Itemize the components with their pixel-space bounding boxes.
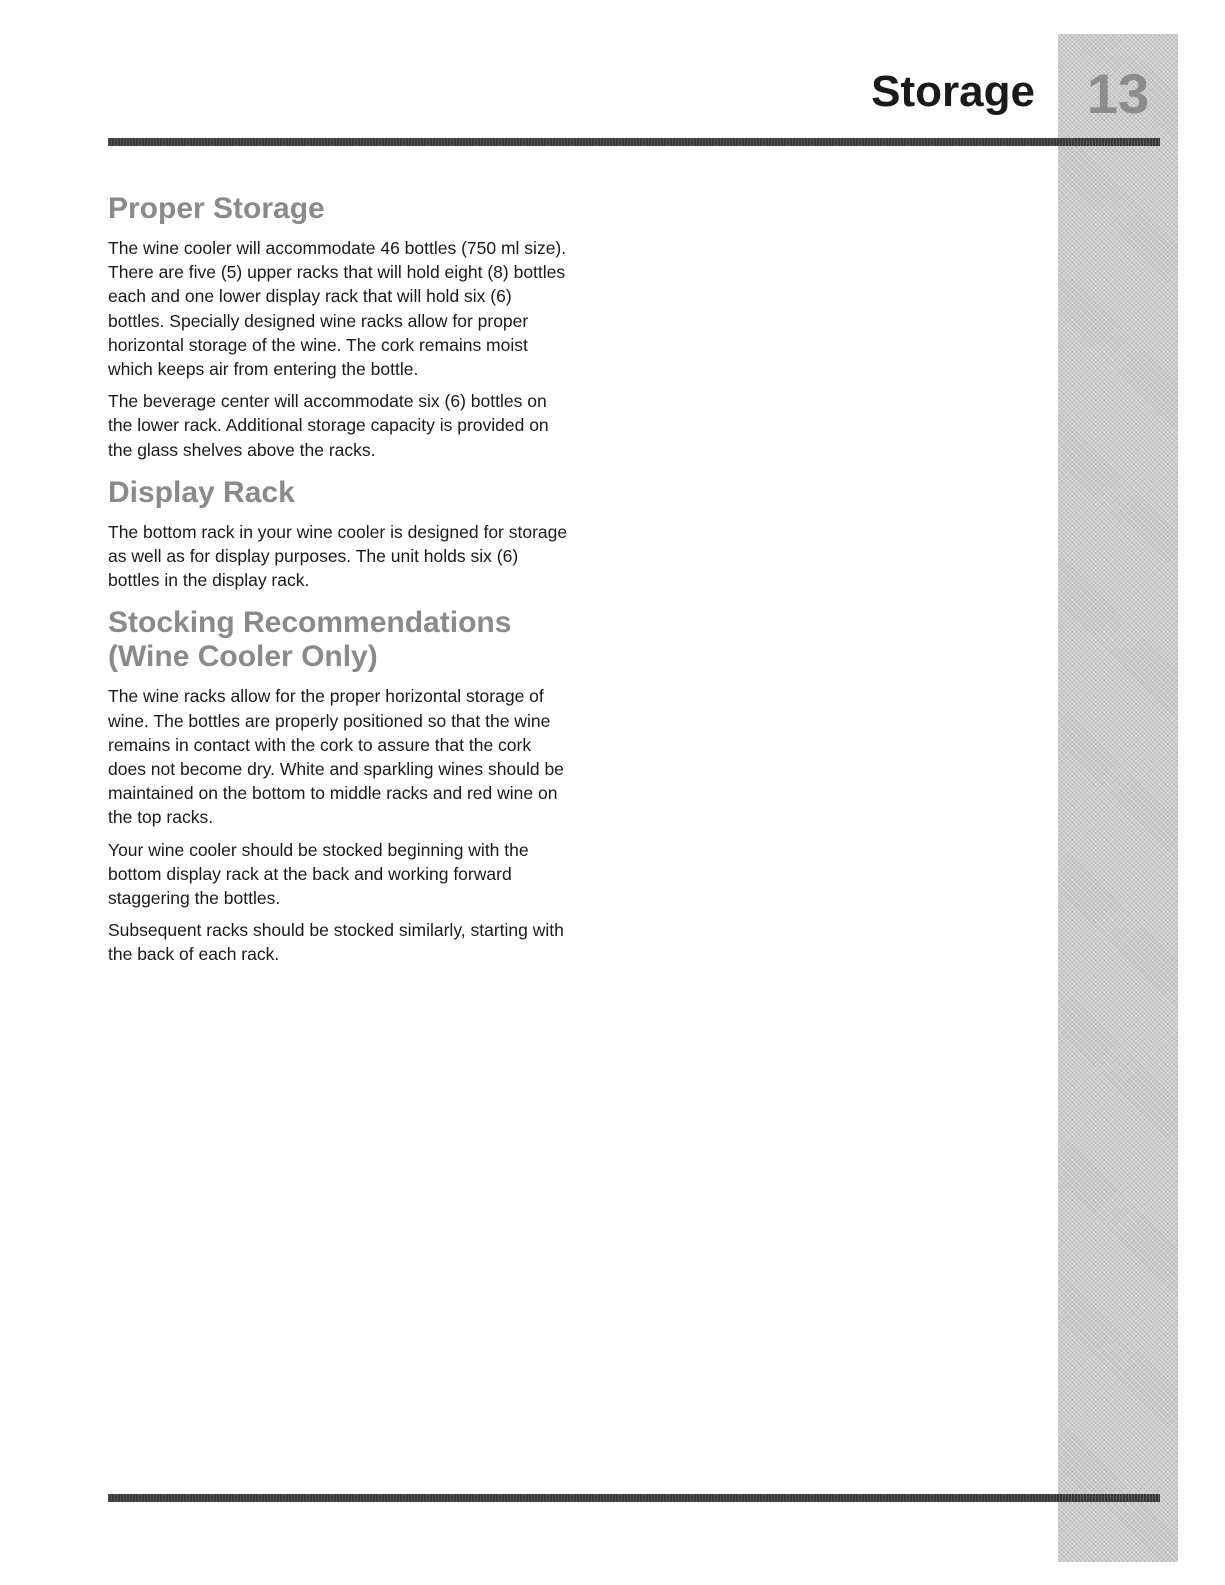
section-heading: Proper Storage bbox=[108, 192, 325, 225]
section-proper-storage bbox=[108, 192, 568, 462]
paragraph: The beverage center will accommodate six (6) bottles on the lower rack. Additional storage capacity is provided on the glass shelves above the racks. bbox=[108, 391, 549, 460]
section-heading: Stocking Recommendations (Wine Cooler Only) bbox=[108, 606, 512, 674]
paragraph: Subsequent racks should be stocked similarly, starting with the back of each rack. bbox=[108, 920, 564, 965]
section-display-rack bbox=[108, 476, 568, 593]
paragraph: The wine cooler will accommodate 46 bottles (750 ml size). There are five (5) upper racks that will hold eight (8) bottles each and one lower display rack that will hold six (6) bottles. Specially designed wine racks allow for proper horizontal storage of the wine. The cork remains moist which keeps air from entering the bottle. bbox=[108, 238, 567, 380]
paragraph: The bottom rack in your wine cooler is designed for storage as well as for display purposes. The unit holds six (6) bottles in the display rack. bbox=[108, 521, 568, 591]
chapter-side-tab bbox=[1058, 34, 1178, 1562]
header-rule bbox=[108, 138, 1160, 146]
page-number: 13 bbox=[1086, 62, 1150, 125]
paragraph: Your wine cooler should be stocked beginning with the bottom display rack at the back and working forward staggering the bottles. bbox=[108, 839, 529, 909]
paragraph: The wine racks allow for the proper horizontal storage of wine. The bottles are properly positioned so that the wine remains in contact with the cork to assure that the cork does not become dry. White and sparkling wines should be maintained on the bottom to middle racks and red wine on the top racks. bbox=[108, 686, 564, 828]
page-title: Storage bbox=[871, 67, 1035, 116]
footer-rule bbox=[108, 1494, 1160, 1502]
section-stocking-recommendations bbox=[108, 606, 568, 966]
main-content bbox=[108, 192, 568, 967]
section-heading: Display Rack bbox=[108, 475, 295, 509]
